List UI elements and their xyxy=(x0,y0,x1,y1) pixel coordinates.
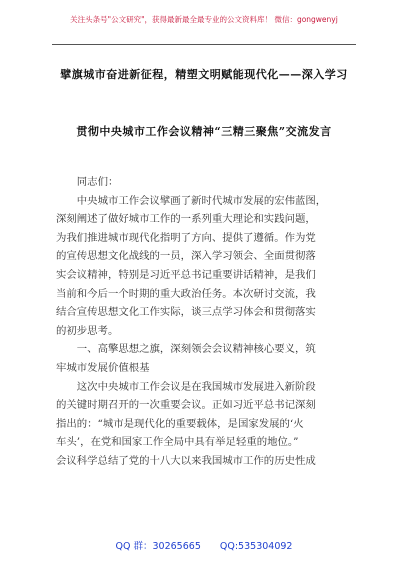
document-title-line-1: 擘旗城市奋进新征程，精塑文明赋能现代化——深入学习 xyxy=(60,68,348,81)
header-banner: 关注头条号"公文研究"，获得最新最全最专业的公文资料库！ 微信：gongwenyj xyxy=(70,15,338,24)
section-heading: 牢城市发展价值根基 xyxy=(56,361,150,374)
body-line: 的初步思考。 xyxy=(56,324,119,337)
body-line: 的宣传思想文化战线的一员，深入学习领会、全面贯彻落 xyxy=(56,250,316,263)
header-divider xyxy=(52,44,356,45)
salutation: 同志们： xyxy=(76,176,119,188)
footer-qq-number: QQ:535304092 xyxy=(219,541,293,552)
body-line: 深刻阐述了做好城市工作的一系列重大理论和实践问题， xyxy=(56,213,316,226)
body-line: 中央城市工作会议擘画了新时代城市发展的宏伟蓝图， xyxy=(76,194,327,207)
body-line: 这次中央城市工作会议是在我国城市发展进入新阶段 xyxy=(76,380,316,393)
body-line: 实会议精神，特别是习近平总书记重要讲话精神，是我们 xyxy=(56,268,316,281)
body-line: 为我们推进城市现代化指明了方向、提供了遵循。作为党 xyxy=(56,231,316,244)
document-body xyxy=(56,173,354,471)
body-line: 指出的：“城市是现代化的重要载体，是国家发展的‘火 xyxy=(56,417,304,430)
body-line: 的关键时期召开的一次重要会议。正如习近平总书记深刻 xyxy=(56,399,316,412)
footer-qq-group: QQ 群：30265665 xyxy=(115,541,201,552)
body-line: 会议科学总结了党的十八大以来我国城市工作的历史性成 xyxy=(56,454,316,467)
body-line: 结合宣传思想文化工作实际，谈三点学习体会和贯彻落实 xyxy=(56,306,316,319)
body-line: 车头’，在党和国家工作全局中具有举足轻重的地位。” xyxy=(56,436,299,449)
section-heading: 一、高擎思想之旗，深刻领会会议精神核心要义，筑 xyxy=(76,343,316,356)
body-line: 当前和今后一个时期的重大政治任务。本次研讨交流，我 xyxy=(56,287,316,300)
document-title-line-2: 贯彻中央城市工作会议精神“三精三聚焦”交流发言 xyxy=(76,125,332,138)
footer-contacts xyxy=(0,538,408,552)
